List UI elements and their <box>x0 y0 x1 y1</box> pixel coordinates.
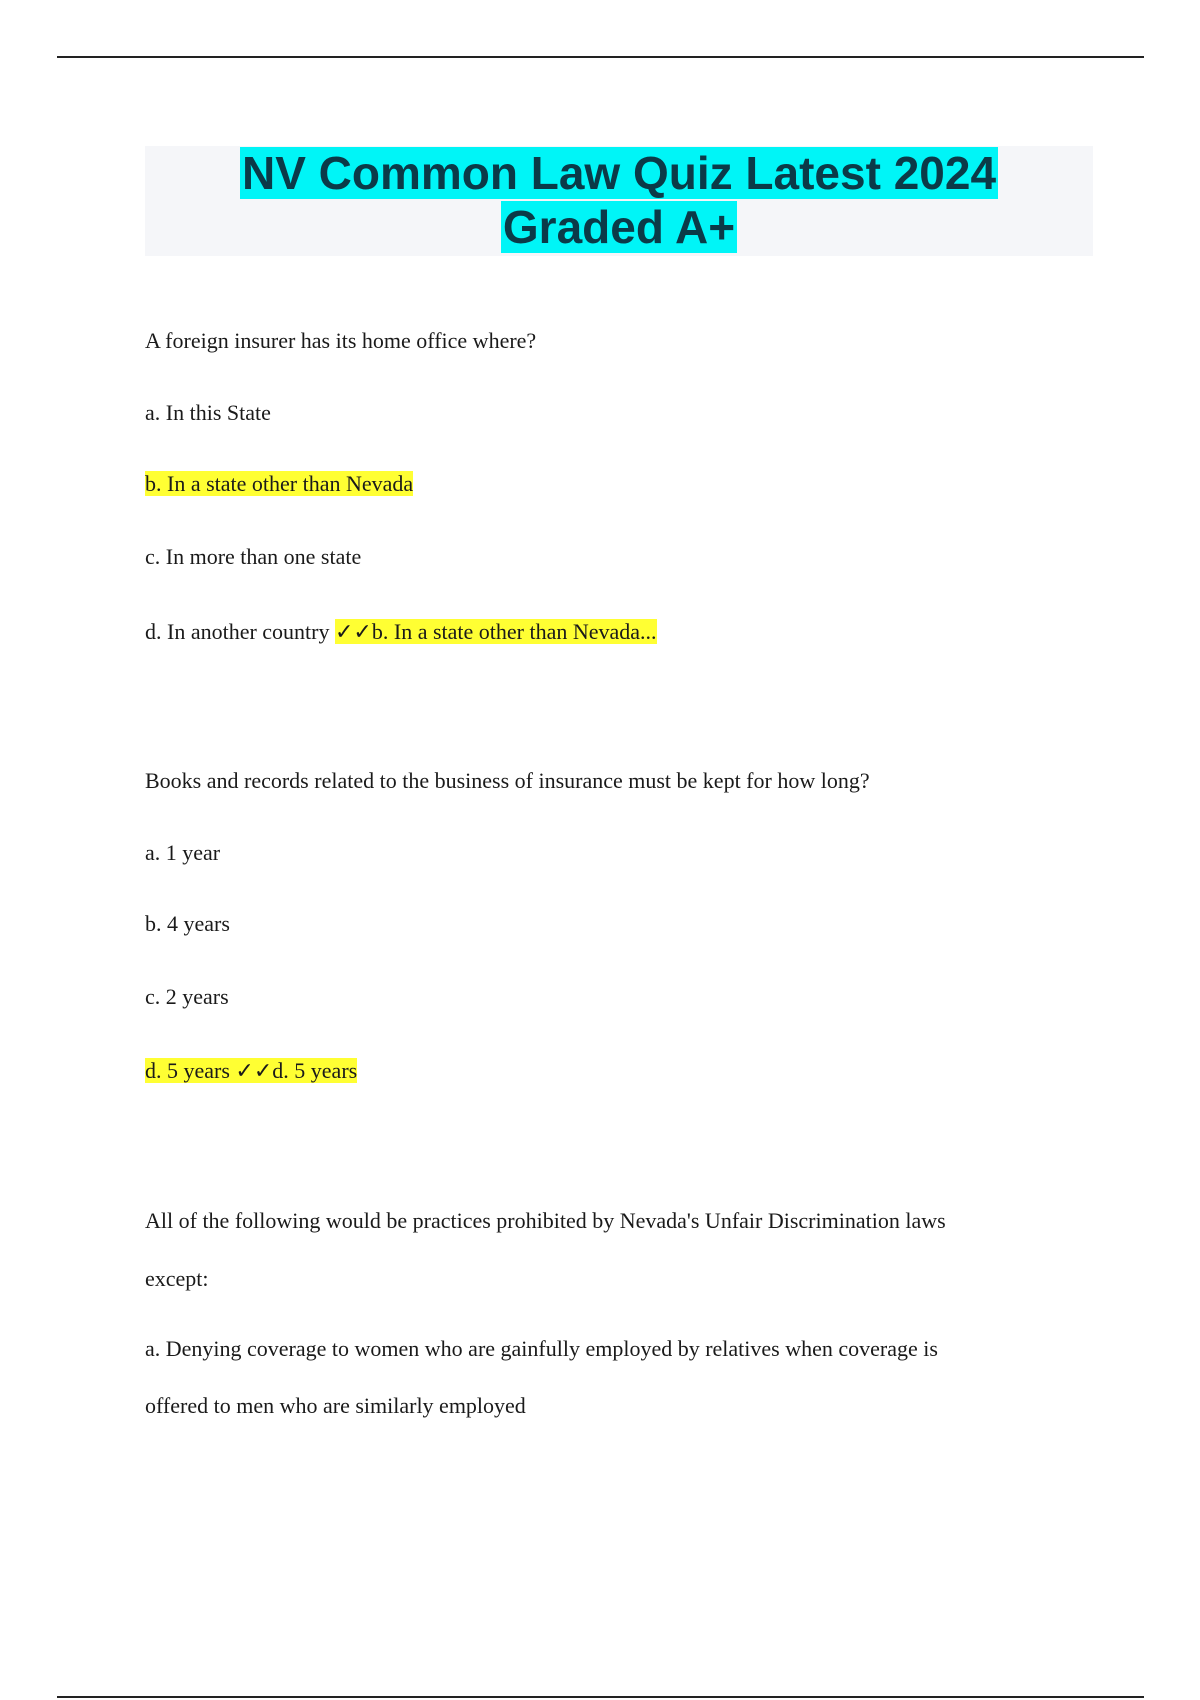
title-line-1: NV Common Law Quiz Latest 2024 <box>241 147 997 199</box>
q1-option-c: c. In more than one state <box>145 544 362 569</box>
q2-option-c: c. 2 years <box>145 984 229 1009</box>
q1-option-b <box>145 469 413 499</box>
q2-option-d-answer <box>145 1058 357 1083</box>
document-title <box>145 146 1093 254</box>
q1-option-b-text: b. In a state other than Nevada <box>145 471 414 496</box>
bottom-rule <box>57 1696 1144 1698</box>
q2-option-b: b. 4 years <box>145 911 230 936</box>
top-rule <box>57 56 1144 58</box>
q2-option-d-text: d. 5 years <box>145 1058 230 1083</box>
q1-answer-text: b. In a state other than Nevada... <box>371 619 657 644</box>
checkmark-icon: ✓✓ <box>335 620 372 645</box>
q2-option-d <box>145 1056 357 1087</box>
q3-option-a-line-1: a. Denying coverage to women who are gainfully employed by relatives when coverage is <box>145 1336 938 1361</box>
title-line-2: Graded A+ <box>502 201 736 253</box>
question-2: Books and records related to the business of insurance must be kept for how long? <box>145 768 870 793</box>
q2-answer-text: d. 5 years <box>272 1058 358 1083</box>
q1-answer <box>335 619 657 644</box>
q2-option-a: a. 1 year <box>145 840 221 865</box>
checkmark-icon: ✓✓ <box>235 1059 273 1084</box>
q1-option-a: a. In this State <box>145 400 271 425</box>
q3-option-a-line-2: offered to men who are similarly employed <box>145 1393 526 1418</box>
q1-option-d-text: d. In another country <box>145 619 330 644</box>
question-3-line-2: except: <box>145 1266 209 1291</box>
question-3-line-1: All of the following would be practices prohibited by Nevada's Unfair Discrimination laws <box>145 1208 946 1233</box>
question-1: A foreign insurer has its home office where? <box>145 328 537 353</box>
title-banner <box>145 146 1093 256</box>
q1-option-d <box>145 617 657 648</box>
